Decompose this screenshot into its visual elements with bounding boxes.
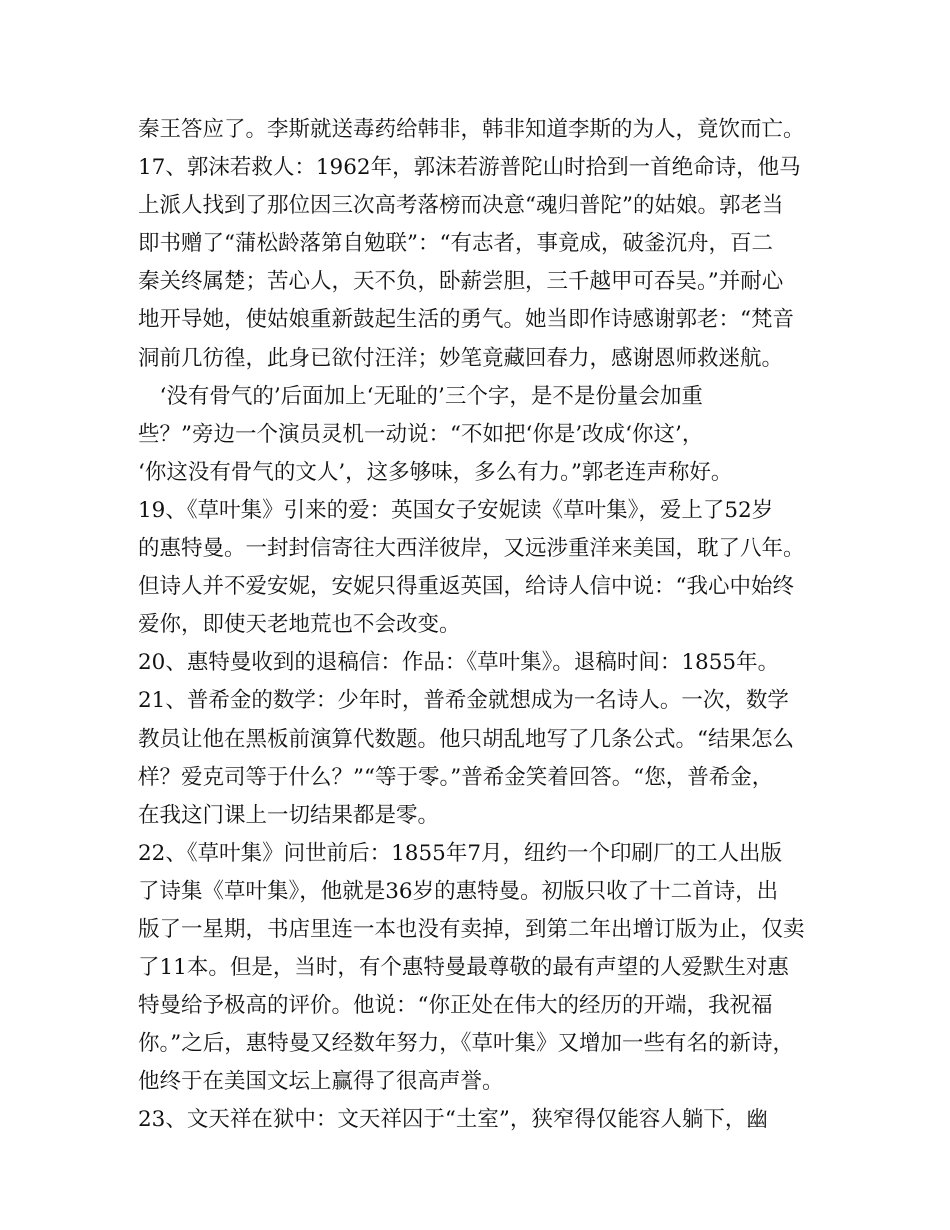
- text-line: 些？”旁边一个演员灵机一动说：“不如把‘你是’改成‘你这’，: [138, 421, 704, 447]
- text-line: 地开导她，使姑娘重新鼓起生活的勇气。她当即作诗感谢郭老：“梵音: [138, 307, 794, 333]
- text-line: 洞前几彷徨，此身已欲付汪洋；妙笔竟藏回春力，感谢恩师救迷航。: [138, 345, 784, 371]
- text-line: 的惠特曼。一封封信寄往大西洋彼岸，又远涉重洋来美国，耽了八年。: [138, 536, 805, 562]
- text-line: 但诗人并不爱安妮，安妮只得重返英国，给诗人信中说：“我心中始终: [138, 574, 794, 600]
- text-line: 21、普希金的数学：少年时，普希金就想成为一名诗人。一次，数学: [138, 688, 789, 714]
- text-line: 他终于在美国文坛上赢得了很高声誉。: [138, 1069, 504, 1095]
- text-line: 秦王答应了。李斯就送毒药给韩非，韩非知道李斯的为人，竟饮而亡。: [138, 117, 805, 142]
- text-line: 了11本。但是，当时，有个惠特曼最尊敬的最有声望的人爱默生对惠: [138, 955, 789, 981]
- text-line: ‘没有骨气的’后面加上‘无耻的’三个字，是不是份量会加重: [138, 383, 703, 409]
- text-line: 你。”之后，惠特曼又经数年努力，《草叶集》又增加一些有名的新诗，: [138, 1031, 794, 1057]
- text-line: 样？爱克司等于什么？”“等于零。”普希金笑着回答。“您，普希金，: [138, 764, 774, 790]
- text-line: 19、《草叶集》引来的爱：英国女子安妮读《草叶集》，爱上了52岁: [138, 497, 774, 523]
- text-line: 22、《草叶集》问世前后：1855年7月，纽约一个印刷厂的工人出版: [138, 840, 783, 866]
- document-body: [138, 111, 818, 1140]
- text-line: 17、郭沫若救人：1962年，郭沫若游普陀山时拾到一首绝命诗，他马: [138, 155, 801, 181]
- text-line: 在我这门课上一切结果都是零。: [138, 802, 440, 828]
- text-line: 教员让他在黑板前演算代数题。他只胡乱地写了几条公式。“结果怎么: [138, 726, 794, 752]
- text-line: 特曼给予极高的评价。他说：“你正处在伟大的经历的开端，我祝福: [138, 993, 773, 1019]
- text-line: 秦关终属楚；苦心人，天不负，卧薪尝胆，三千越甲可吞吴。”并耐心: [138, 269, 784, 295]
- text-line: 了诗集《草叶集》，他就是36岁的惠特曼。初版只收了十二首诗，出: [138, 878, 779, 904]
- text-line: 版了一星期，书店里连一本也没有卖掉，到第二年出增订版为止，仅卖: [138, 916, 805, 942]
- text-line: 即书赠了“蒲松龄落第自勉联”：“有志者，事竟成，破釜沉舟，百二: [138, 231, 773, 257]
- text-line: 20、惠特曼收到的退稿信：作品：《草叶集》。退稿时间：1855年。: [138, 650, 780, 676]
- text-line: 爱你，即使天老地荒也不会改变。: [138, 612, 461, 638]
- text-line: 上派人找到了那位因三次高考落榜而决意“魂归普陀”的姑娘。郭老当: [138, 193, 784, 219]
- text-line: 23、文天祥在狱中：文天祥囚于“土室”，狭窄得仅能容人躺下，幽: [138, 1107, 768, 1133]
- text-line: ‘你这没有骨气的文人’，这多够味，多么有力。”郭老连声称好。: [138, 459, 733, 485]
